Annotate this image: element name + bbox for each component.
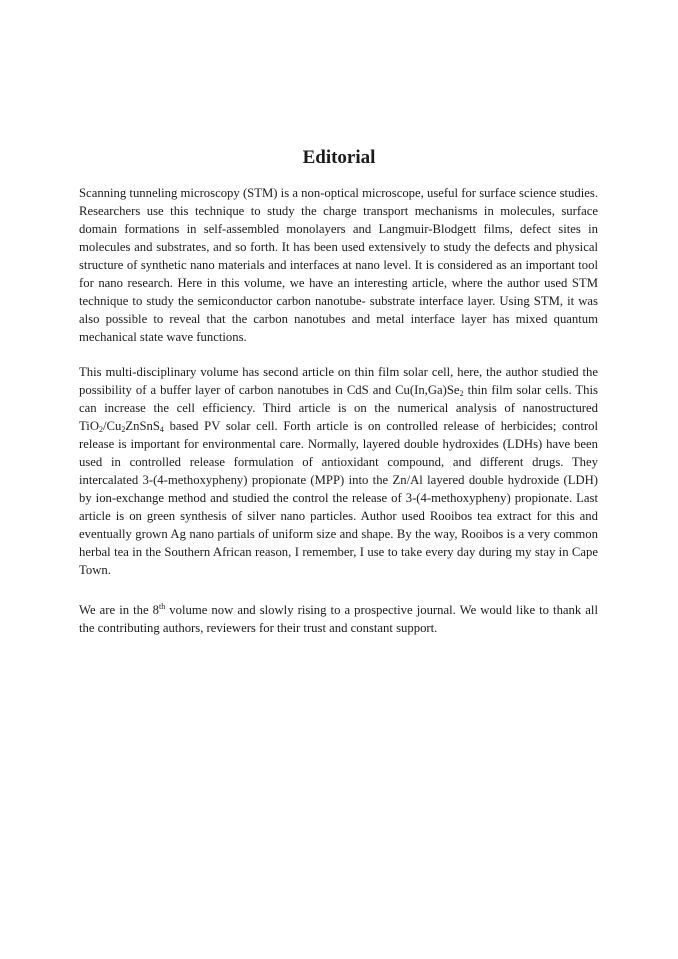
paragraph-text: thin film solar cells. This can increase the cell efficiency. Third article is on the numerical analysis of nanostructured TiO <box>79 383 598 433</box>
subscript: 2 <box>99 425 103 434</box>
paragraph-text: /Cu <box>103 419 122 433</box>
subscript: 4 <box>159 425 164 434</box>
paragraph-closing <box>79 601 598 637</box>
paragraph-text: ZnSnS <box>125 419 160 433</box>
paragraph-stm: Scanning tunneling microscopy (STM) is a non-optical microscope, useful for surface science studies. Researchers use this technique to study the charge transport mechanisms in molecules, surface domain formations in self-assembled monolayers and Langmuir-Blodgett films, defect sites in molecules and substrates, and so forth. It has been used extensively to study the defects and physical structure of synthetic nano materials and interfaces at nano level. It is considered as an important tool for nano research. Here in this volume, we have an interesting article, where the author used STM technique to study the semiconductor carbon nanotube- substrate interface layer. Using STM, it was also possible to reveal that the carbon nanotubes and metal interface layer has mixed quantum mechanical state wave functions. <box>79 186 598 344</box>
paragraph-text: This multi-disciplinary volume has second article on thin film solar cell, here, the author studied the possibility of a buffer layer of carbon nanotubes in CdS and Cu(In,Ga)Se <box>79 365 598 397</box>
paragraph-volume-articles <box>79 363 598 579</box>
subscript: 2 <box>459 389 464 398</box>
subscript: 2 <box>121 425 126 434</box>
superscript: th <box>159 602 166 611</box>
paragraph-text: volume now and slowly rising to a prospective journal. We would like to thank all the contributing authors, reviewers for their trust and constant support. <box>79 603 598 635</box>
paragraph-text: based PV solar cell. Forth article is on controlled release of herbicides; control release is important for environmental care. Normally, layered double hydroxides (LDHs) have been used in controlled release formulation of antioxidant compound, and different drugs. They intercalated 3-(4-methoxypheny) propionate (MPP) into the Zn/Al layered double hydroxide (LDH) by ion-exchange method and studied the control the release of 3-(4-methoxypheny) propionate. Last article is on green synthesis of silver nano particles. Author used Rooibos tea extract for this and eventually grown Ag nano partials of uniform size and shape. By the way, Rooibos is a very common herbal tea in the Southern African reason, I remember, I use to take every day during my stay in Cape Town. <box>79 419 598 577</box>
paragraph-text: We are in the 8 <box>79 603 160 617</box>
page-title: Editorial <box>302 147 376 168</box>
